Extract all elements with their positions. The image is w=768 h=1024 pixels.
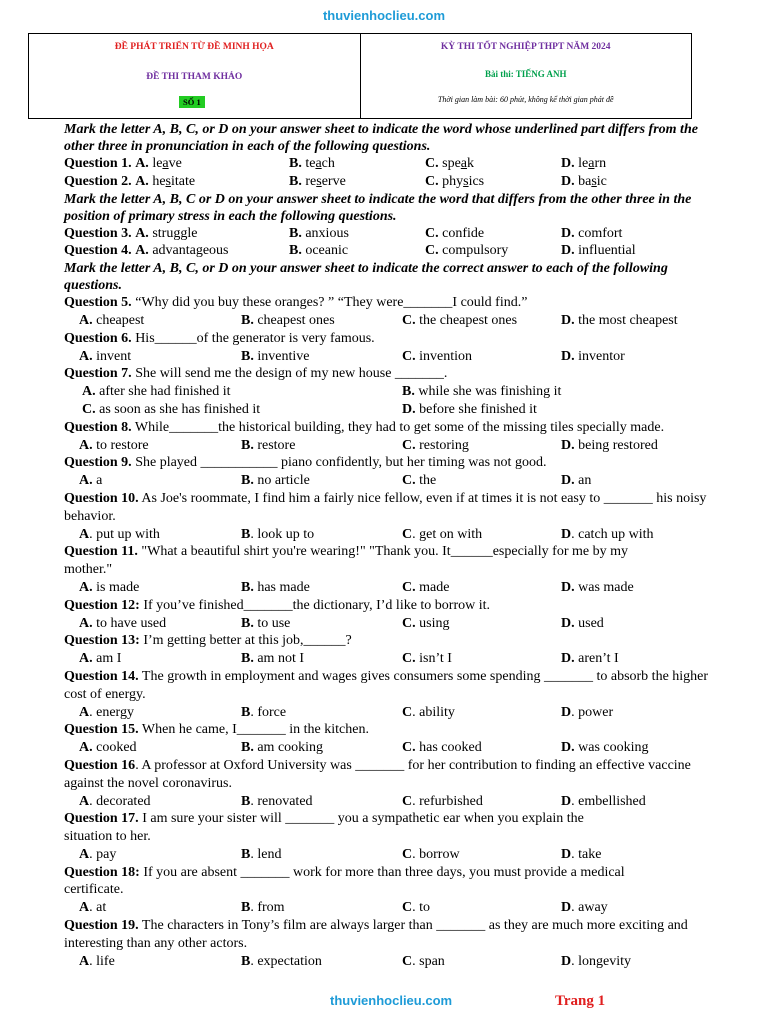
exam-header-left [29,34,361,118]
question-12-stem: Question 12: If you’ve finished_______the dictionary, I’d like to borrow it. [64,597,491,613]
question-11-options: A. is made B. has made C. made D. was made [79,579,634,595]
instruction-stress: Mark the letter A, B, C or D on your answer sheet to indicate the word that differs from the other three in the position of primary stress in each the following questions. [64,191,692,224]
exam-content [64,121,724,970]
question-9-options: A. a B. no article C. the D. an [79,473,592,489]
question-19-options: A. life B. expectation C. span D. longevity [79,953,632,969]
question-17-options: A. pay B. lend C. borrow D. take [79,846,602,862]
question-3: Question 3. A. struggle B. anxious C. confide D. comfort [64,225,623,241]
question-9-stem: Question 9. She played ___________ piano confidently, but her timing was not good. [64,455,547,471]
exam-number-badge: SỐ 1 [179,96,205,108]
exam-type: ĐỀ THI THAM KHẢO [146,72,243,82]
question-6-stem: Question 6. His______of the generator is very famous. [64,330,375,346]
question-18-stem: Question 18: If you are absent _______ work for more than three days, you must provide a medical certificate. [64,864,625,898]
question-11-stem: Question 11. "What a beautiful shirt you're wearing!" "Thank you. It______especially for me by my mother." [64,544,628,578]
question-18-options: A. at B. from C. to D. away [79,900,608,916]
exam-source-title: ĐỀ PHÁT TRIỂN TỪ ĐỀ MINH HỌA [114,42,274,52]
question-13-stem: Question 13: I’m getting better at this job,______? [64,633,352,649]
instruction-pronunciation: Mark the letter A, B, C, or D on your answer sheet to indicate the word whose underlined part differs from the other three in pronunciation in each of the following questions. [64,122,698,154]
question-16-options: A. decorated B. renovated C. refurbished D. embellished [79,793,646,809]
question-14-options: A. energy B. force C. ability D. power [79,704,614,720]
question-7-stem: Question 7. She will send me the design of my new house _______. [64,366,448,382]
instruction-correct-answer: Mark the letter A, B, C, or D on your answer sheet to indicate the correct answer to each of the following questions. [64,261,668,294]
question-4: Question 4. A. advantageous B. oceanic C. compulsory D. influential [64,243,636,259]
question-5-stem: Question 5. “Why did you buy these oranges? ” “They were_______I could find.” [64,295,528,311]
question-15-options: A. cooked B. am cooking C. has cooked D. was cooking [79,740,649,756]
question-10-options: A. put up with B. look up to C. get on with D. catch up with [79,526,654,542]
page-number: Trang 1 [555,993,606,1009]
question-8-stem: Question 8. While_______the historical building, they had to get some of the missing tiles specially made. [64,419,665,435]
exam-name: KỲ THI TỐT NGHIỆP THPT NĂM 2024 [440,42,611,52]
site-header-link[interactable]: thuvienhoclieu.com [322,8,446,23]
question-15-stem: Question 15. When he came, I_______ in the kitchen. [64,722,369,738]
question-14-stem: Question 14. The growth in employment and wages gives consumers some spending _______ to absorb the higher cost of energy. [64,668,709,702]
question-7-options-cd: C. as soon as she has finished it D. before she finished it [82,401,537,417]
question-16-stem: Question 16. A professor at Oxford University was _______ for her contribution to finding an effective vaccine against the novel coronavirus. [64,757,691,791]
question-1: Question 1. A. leave B. teach C. speak D. learn [64,156,607,171]
exam-time: Thời gian làm bài: 60 phút, không kể thời gian phát đề [437,95,614,104]
exam-header [28,33,692,119]
question-2: Question 2. A. hesitate B. reserve C. physics D. basic [64,173,607,189]
exam-subject: Bài thi: TIẾNG ANH [484,69,567,79]
exam-header-right [361,34,692,118]
question-6-options: A. invent B. inventive C. invention D. inventor [79,348,625,364]
question-17-stem: Question 17. I am sure your sister will _______ you a sympathetic ear when you explain the situation to her. [64,811,584,845]
question-5-options: A. cheapest B. cheapest ones C. the cheapest ones D. the most cheapest [79,312,678,328]
question-13-options: A. am I B. am not I C. isn’t I D. aren’t I [79,651,619,667]
question-8-options: A. to restore B. restore C. restoring D. being restored [79,437,658,453]
question-19-stem: Question 19. The characters in Tony’s film are always larger than _______ as they are much more exciting and interesting than any other actors. [64,918,688,951]
question-12-options: A. to have used B. to use C. using D. used [79,615,604,631]
question-10-stem: Question 10. As Joe's roommate, I find him a fairly nice fellow, even if at times it is not easy to _______ his noisy behavior. [64,490,707,524]
question-7-options-ab: A. after she had finished it B. while she was finishing it [82,384,562,400]
footer-site-link[interactable]: thuvienhoclieu.com [330,993,453,1008]
